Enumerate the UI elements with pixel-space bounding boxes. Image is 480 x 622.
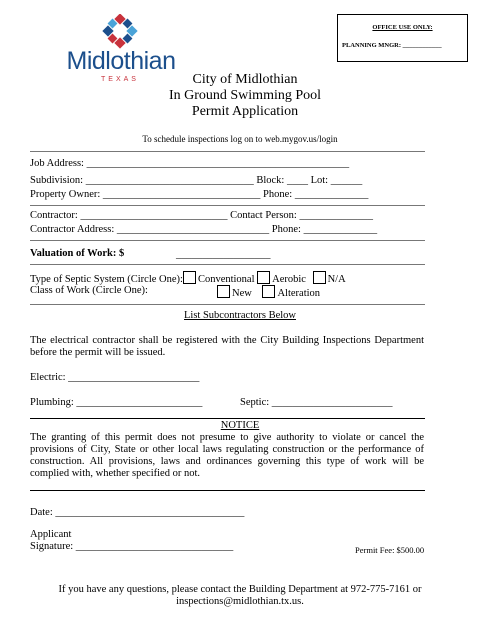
title-line-1: City of Midlothian xyxy=(192,72,298,87)
divider xyxy=(30,240,425,241)
electric-field[interactable]: Electric: _________________________ xyxy=(30,372,200,383)
footer-line-1: If you have any questions, please contact the Building Department at 972-775-7161 or xyxy=(58,584,422,595)
checkbox-alteration[interactable] xyxy=(262,285,275,298)
subcontractors-heading: List Subcontractors Below xyxy=(184,310,296,321)
septic-type-label: Type of Septic System (Circle One): xyxy=(30,274,183,285)
footer-line-2: inspections@midlothian.tx.us. xyxy=(176,596,304,607)
subdivision-field[interactable]: Subdivision: ________________________________ Block: ____ Lot: ______ xyxy=(30,175,363,186)
schedule-note: To schedule inspections log on to web.mygov.us/login xyxy=(142,134,338,144)
checkbox-na[interactable] xyxy=(313,271,326,284)
option-na: N/A xyxy=(327,274,346,285)
office-use-title: OFFICE USE ONLY: xyxy=(372,24,433,31)
title-line-2: In Ground Swimming Pool xyxy=(168,88,322,103)
contractor-address-field[interactable]: Contractor Address: _____________________________ Phone: ______________ xyxy=(30,224,378,235)
checkbox-conventional[interactable] xyxy=(183,271,196,284)
divider xyxy=(30,205,425,206)
logo-mark-icon xyxy=(55,14,185,50)
option-aerobic: Aerobic xyxy=(272,274,306,285)
title-line-3: Permit Application xyxy=(191,104,299,119)
checkbox-aerobic[interactable] xyxy=(257,271,270,284)
notice-heading: NOTICE xyxy=(220,420,260,431)
permit-fee: Permit Fee: $500.00 xyxy=(355,545,425,555)
valuation-field[interactable]: __________________ xyxy=(176,249,271,260)
property-owner-field[interactable]: Property Owner: ______________________________ Phone: ______________ xyxy=(30,189,369,200)
checkbox-new[interactable] xyxy=(217,285,230,298)
form-title xyxy=(135,72,355,120)
planning-manager-field[interactable]: PLANNING MNGR: ____________ xyxy=(342,42,442,49)
applicant-label: Applicant xyxy=(30,529,72,540)
office-use-box xyxy=(337,14,468,62)
divider xyxy=(30,304,425,305)
footer-contact xyxy=(0,584,480,608)
signature-field[interactable]: Signature: ______________________________ xyxy=(30,541,234,552)
divider xyxy=(30,264,425,265)
option-alteration: Alteration xyxy=(277,288,321,299)
option-new: New xyxy=(232,288,252,299)
class-of-work-options xyxy=(217,285,320,300)
option-conventional: Conventional xyxy=(197,274,255,285)
date-field[interactable]: Date: ____________________________________ xyxy=(30,507,245,518)
notice-body: The granting of this permit does not presume to give authority to violate or cancel the provisions of City, State or other local laws regulating construction or the performance of construction. All provisions, laws and ordinances governing this type of work will be complied with, whether specified or not. xyxy=(30,432,424,479)
logo-name: Midlothian xyxy=(66,47,176,75)
job-address-field[interactable]: Job Address: __________________________________________________ xyxy=(30,158,350,169)
logo-state: TEXAS xyxy=(101,76,139,83)
contractor-field[interactable]: Contractor: ____________________________ Contact Person: ______________ xyxy=(30,210,373,221)
electrical-note: The electrical contractor shall be registered with the City Building Inspections Department before the permit will be issued. xyxy=(30,335,424,358)
class-of-work-label: Class of Work (Circle One): xyxy=(30,285,148,296)
septic-field[interactable]: Septic: _______________________ xyxy=(240,397,393,408)
plumbing-field[interactable]: Plumbing: ________________________ xyxy=(30,397,203,408)
divider xyxy=(30,151,425,152)
divider xyxy=(30,418,425,419)
valuation-label: Valuation of Work: $ xyxy=(30,248,125,259)
septic-type-row xyxy=(30,271,346,286)
divider xyxy=(30,490,425,491)
